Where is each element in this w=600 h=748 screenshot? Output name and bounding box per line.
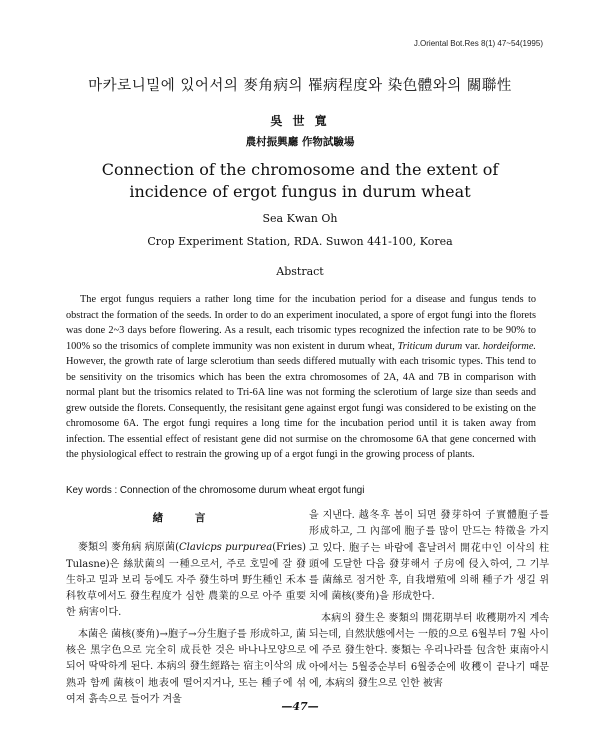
introduction-heading: 緖 言 xyxy=(152,512,220,524)
intro-text-b: (Fries) Tulasne)은 絲狀菌의 一種으로서, 주로 호밀에 잘 發生하고 밀과 보리 등에도 자주 發生하며 野生種인 禾本科牧草에서도 發生程度가 심한 農業的으로 아주 重要한 病害이다. xyxy=(66,542,306,619)
abstract-text-1: The ergot fungus requiers a rather long time for the incubation period for a disease and fungus tends to obstract the formation of the seeds. In order to do an experiment inoculated, a spore of ergot fungi into the florets was done 2~3 days before flowering. As a result, each trisomic types recognized the infection rate to be 90% to 100% so the trisomics of complete immunity was non existent in durum wheat, xyxy=(66,294,536,352)
abstract-var: var. xyxy=(464,340,481,352)
english-title: Connection of the chromosome and the extent of incidence of ergot fungus in durum wheat xyxy=(101,160,499,201)
pathogen-name: Clavicps purpurea xyxy=(179,542,273,554)
body-left-column xyxy=(66,506,306,708)
korean-title: 마카로니밀에 있어서의 麥角病의 罹病程度와 染色體와의 關聯性 xyxy=(88,78,512,94)
english-affiliation: Crop Experiment Station, RDA. Suwon 441-100, Korea xyxy=(147,235,453,248)
abstract-heading: Abstract xyxy=(276,265,324,278)
intro-paragraph-1 xyxy=(66,540,306,621)
abstract-text-2: However, the growth rate of large sclerotium than seeds differed mutually with each trisomic types. This tend to be sensitivity on the trisomics which has been the extra chromosomes of 2A, 4A and 7B in comparison with normal plant but the trisomics related to Tri-6A line was not forming the sclerotium of large size than seeds and grew outside the florets. Consequently, the resisitant gene against ergot fungi was considered to be existing on the chromosome 6A. The ergot fungi requires a long time for the incubation period until it is taken away from infection. The essential effect of resistant gene did not surmise on the chromosome 6A that gene concerned with the physiological effect to restrain the growing up of a ergot fungi in the growing process of plants. xyxy=(66,356,536,460)
intro-paragraph-2: 本菌은 菌核(麥角)→胞子→分生胞子를 形成하고, 菌核은 黑字色으로 完全히 成長한 것은 바나나모양으로 되어 딱딱하게 된다. 本病의 發生經路는 宿主이삭의 成熟과 함께 菌核이 地表에 떨어지거나, 또는 種子에 섞여져 흙속으로 들어가 겨울 xyxy=(66,628,306,705)
english-author: Sea Kwan Oh xyxy=(262,212,338,225)
journal-citation: J.Oriental Bot.Res 8(1) 47~54(1995) xyxy=(413,39,543,48)
abstract-species-name: Triticum durum xyxy=(397,340,463,352)
korean-author: 吳 世 寬 xyxy=(270,114,330,128)
abstract-variety-name: hordeiforme. xyxy=(482,340,536,352)
korean-affiliation: 農村振興廳 作物試驗場 xyxy=(245,136,355,148)
keywords-line: Key words : Connection of the chromosome durum wheat ergot fungi xyxy=(66,485,365,496)
intro-paragraph-4: 本病의 發生은 麥類의 開花期부터 收穫期까지 계속되는데, 自然狀態에서는 一般的으로 6월부터 7월 사이에 주로 發生한다. 麥類는 우리나라를 包含한 東南아시아에서는 5월중순부터 6월중순에 收穫이 끝나기 때문에, 本病의 發生으로 인한 被害 xyxy=(309,612,549,689)
intro-text-a: 麥類의 麥角病 病原菌( xyxy=(78,542,179,554)
abstract-body xyxy=(66,292,536,463)
intro-paragraph-3: 을 지낸다. 越冬후 봄이 되면 發芽하여 子實體胞子를 形成하고, 그 內部에 胞子를 많이 만드는 特徵을 가지고 있다. 胞子는 바람에 흩날려서 開花中인 이삭의 柱頭에 도달한 다음 發芽해서 子房에 侵入하여, 그 기부를 菌絲로 점거한 후, 自我增殖에 의해 種子가 생길 위치에 菌核(麥角)을 形成한다. xyxy=(309,510,549,603)
page-number: —47— xyxy=(281,700,319,713)
body-right-column xyxy=(309,508,549,692)
